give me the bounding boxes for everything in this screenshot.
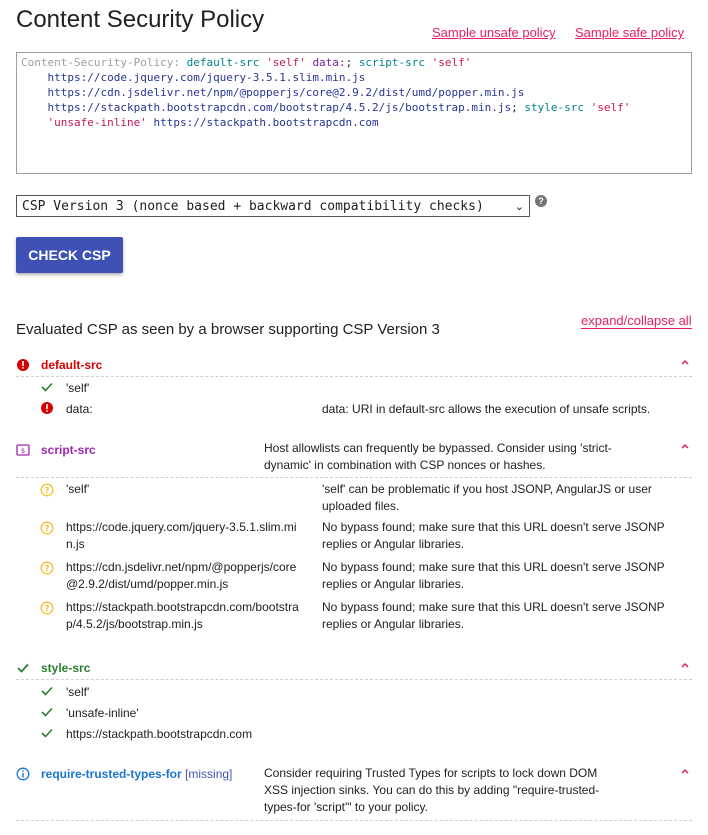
script-info-icon <box>16 443 30 457</box>
page-title: Content Security Policy <box>16 6 265 33</box>
svg-text:?: ? <box>44 524 50 535</box>
evaluation-heading: Evaluated CSP as seen by a browser supporting CSP Version 3 <box>16 321 440 338</box>
directive-name: default-src <box>41 358 103 372</box>
csp-token: 'self' <box>266 56 306 69</box>
value-description: No bypass found; make sure that this URL doesn't serve JSONP replies or Angular libraries. <box>322 520 665 551</box>
check-csp-button[interactable]: CHECK CSP <box>16 237 123 273</box>
expand-collapse-all-link[interactable]: expand/collapse all <box>581 313 692 328</box>
svg-text:?: ? <box>44 564 50 575</box>
check-icon <box>40 726 54 740</box>
value-description: No bypass found; make sure that this URL doesn't serve JSONP replies or Angular libraries. <box>322 560 665 591</box>
svg-text:?: ? <box>44 604 50 615</box>
warning-icon <box>40 483 54 497</box>
value-row <box>16 599 692 637</box>
help-icon[interactable]: ? <box>535 195 547 207</box>
directive-description: Consider requiring Trusted Types for scripts to lock down DOM XSS injection sinks. You can do this by adding "require-trusted-types-for 'script'" to your policy. <box>264 766 600 814</box>
csp-token: style-src <box>524 101 584 114</box>
chevron-up-icon[interactable] <box>680 660 690 670</box>
csp-token: default-src <box>186 56 260 69</box>
directive-value: https://stackpath.bootstrapcdn.com/bootstrap/4.5.2/js/bootstrap.min.js <box>66 600 299 631</box>
check-icon <box>16 661 30 675</box>
directive-name-text: require-trusted-types-for <box>41 767 182 781</box>
check-icon <box>40 705 54 719</box>
csp-input[interactable] <box>16 52 692 174</box>
directive-name: style-src <box>41 661 91 675</box>
chevron-up-icon[interactable] <box>680 766 690 776</box>
directive-row-require-trusted-types-for[interactable] <box>16 765 692 821</box>
csp-token: https://stackpath.bootstrapcdn.com/bootstrap/4.5.2/js/bootstrap.min.js <box>47 101 512 114</box>
csp-token: ; <box>345 56 353 69</box>
directive-row-style-src[interactable] <box>16 659 692 680</box>
directive-value: 'self' <box>66 482 90 496</box>
missing-tag: [missing] <box>185 767 233 781</box>
value-row <box>16 519 692 557</box>
csp-token: script-src <box>358 56 426 69</box>
csp-token: https://code.jquery.com/jquery-3.5.1.slim.min.js <box>47 71 366 84</box>
chevron-up-icon[interactable] <box>680 357 690 367</box>
value-row <box>16 724 692 744</box>
sample-safe-policy-link[interactable]: Sample safe policy <box>575 25 685 40</box>
sample-unsafe-policy-link[interactable]: Sample unsafe policy <box>432 25 556 40</box>
error-icon <box>40 401 54 415</box>
directive-value: data: <box>66 402 93 416</box>
directive-row-default-src[interactable] <box>16 356 692 377</box>
error-icon <box>16 358 30 372</box>
check-icon <box>40 684 54 698</box>
check-icon <box>40 380 54 394</box>
value-row <box>16 703 692 723</box>
value-row <box>16 559 692 597</box>
value-row <box>16 481 692 517</box>
directive-value: 'self' <box>66 685 90 699</box>
value-row <box>16 399 692 419</box>
value-row <box>16 682 692 702</box>
chevron-down-icon: ⌄ <box>514 199 524 213</box>
chevron-up-icon[interactable] <box>680 441 690 451</box>
warning-icon <box>40 561 54 575</box>
value-description: data: URI in default-src allows the execution of unsafe scripts. <box>322 402 651 416</box>
info-icon <box>16 767 30 781</box>
csp-token: data: <box>312 56 346 69</box>
value-row <box>16 378 692 398</box>
svg-text:?: ? <box>44 486 50 497</box>
svg-text:$: $ <box>20 447 26 455</box>
csp-version-selected: CSP Version 3 (nonce based + backward compatibility checks) <box>22 198 484 214</box>
csp-token: https://stackpath.bootstrapcdn.com <box>153 116 379 129</box>
directive-value: 'unsafe-inline' <box>66 706 139 720</box>
warning-icon <box>40 601 54 615</box>
directive-name <box>41 767 232 781</box>
csp-version-select[interactable] <box>16 195 530 217</box>
directive-name: script-src <box>41 443 96 457</box>
directive-row-script-src[interactable] <box>16 440 692 478</box>
csp-token: 'unsafe-inline' <box>47 116 147 129</box>
value-description: No bypass found; make sure that this URL doesn't serve JSONP replies or Angular libraries. <box>322 600 665 631</box>
directive-value: https://stackpath.bootstrapcdn.com <box>66 727 253 741</box>
directive-value: https://cdn.jsdelivr.net/npm/@popperjs/core@2.9.2/dist/umd/popper.min.js <box>66 560 297 591</box>
csp-header-token: Content-Security-Policy: <box>21 56 180 69</box>
directive-description: Host allowlists can frequently be bypassed. Consider using 'strict-dynamic' in combination with CSP nonces or hashes. <box>264 441 612 472</box>
csp-token: https://cdn.jsdelivr.net/npm/@popperjs/core@2.9.2/dist/umd/popper.min.js <box>47 86 525 99</box>
directive-value: https://code.jquery.com/jquery-3.5.1.slim.min.js <box>66 520 297 551</box>
warning-icon <box>40 521 54 535</box>
csp-token: 'self' <box>590 101 631 114</box>
csp-token: ; <box>511 101 518 114</box>
directive-value: 'self' <box>66 381 90 395</box>
value-description: 'self' can be problematic if you host JSONP, AngularJS or user uploaded files. <box>322 482 652 513</box>
csp-token: 'self' <box>431 56 472 69</box>
